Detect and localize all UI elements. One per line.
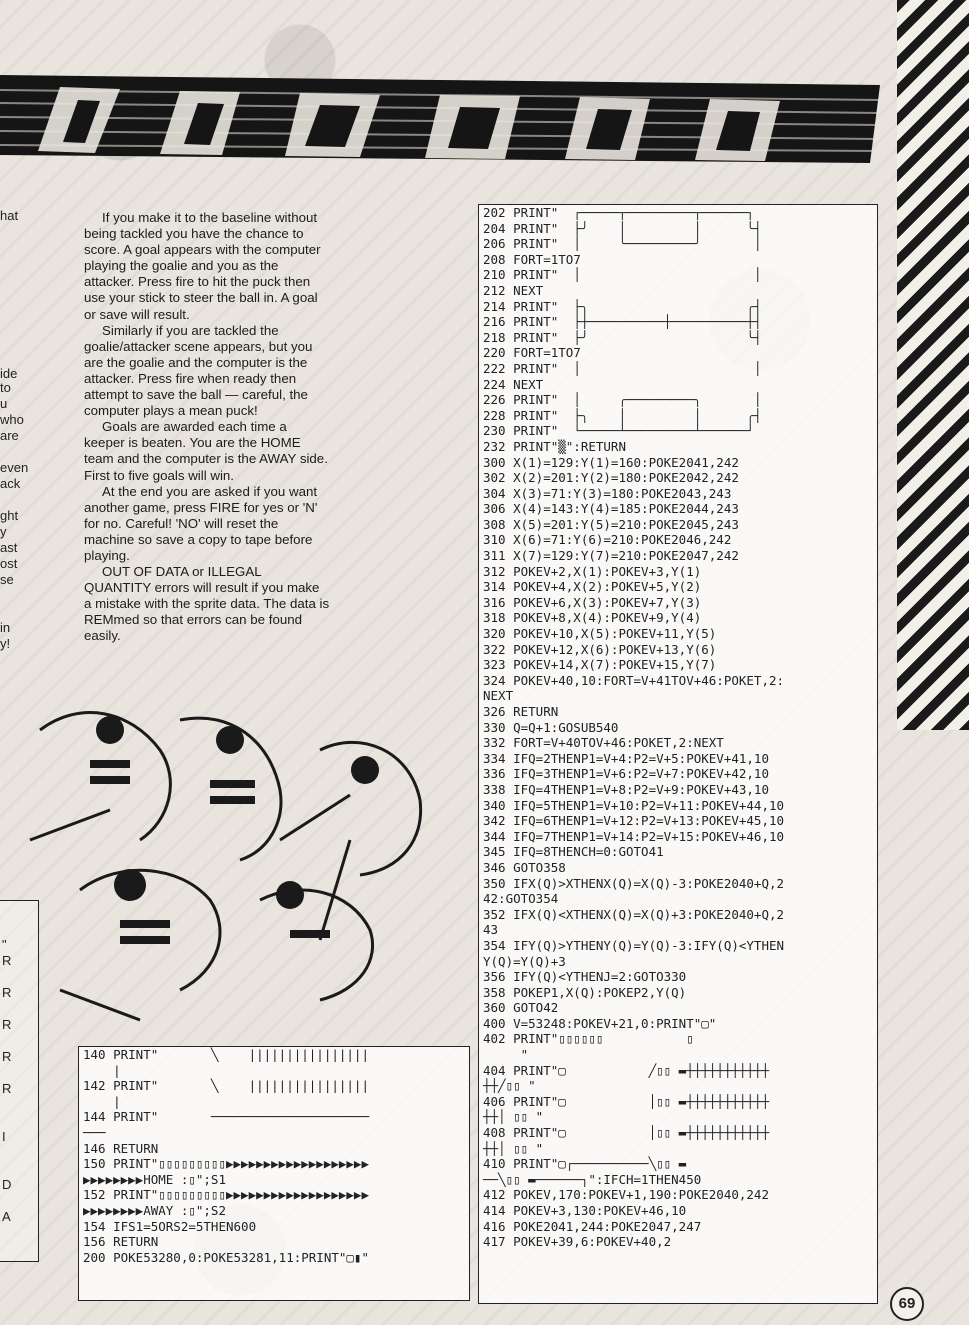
code-line: 408 PRINT"▢ │▯▯ ▬┼┼┼┼┼┼┼┼┼┼┼ xyxy=(483,1125,769,1141)
code-line: 322 POKEV+12,X(6):POKEV+13,Y(6) xyxy=(483,641,717,657)
hockey-players-illustration xyxy=(20,690,470,1030)
sliver-word: who xyxy=(0,412,24,427)
code-line: ▶▶▶▶▶▶▶▶AWAY :▯";S2 xyxy=(83,1202,226,1218)
code-line: 356 IFY(Q)<YTHENJ=2:GOTO330 xyxy=(483,969,687,985)
sliver-word: ack xyxy=(0,476,21,491)
code-line: 146 RETURN xyxy=(83,1140,159,1156)
code-line: 42:GOTO354 xyxy=(483,891,559,907)
code-line: ┼┼│ ▯▯ " xyxy=(483,1140,544,1156)
article-paragraph: If you make it to the baseline without being tackled you have the chance to score. A goal appears with the computer playing the goalie and you as the attacker. Press fire to hit the puck then use your stick to steer the ball in. A goal or save will result. xyxy=(84,210,321,322)
article-paragraph: Goals are awarded each time a keeper is beaten. You are the HOME team and the computer is the AWAY side. First to five goals will win. xyxy=(84,419,328,483)
code-line: 150 PRINT"▯▯▯▯▯▯▯▯▯▶▶▶▶▶▶▶▶▶▶▶▶▶▶▶▶▶▶▶ xyxy=(83,1156,369,1172)
article-paragraph: OUT OF DATA or ILLEGAL QUANTITY errors will result if you make a mistake with the sprite data. The data is REMmed so that errors can be found easily. xyxy=(84,564,330,644)
sliver-code: D xyxy=(2,1177,12,1192)
code-line: 212 NEXT xyxy=(483,282,544,298)
code-line: 302 X(2)=201:Y(2)=180:POKE2042,242 xyxy=(483,470,739,486)
diagonal-stripes-decoration xyxy=(897,0,969,730)
code-line: 226 PRINT" │ ╭─────────╮ │ xyxy=(483,392,762,408)
code-line: 308 X(5)=201:Y(5)=210:POKE2045,243 xyxy=(483,516,739,532)
code-line: NEXT xyxy=(483,688,514,704)
code-line: 332 FORT=V+40TOV+46:POKET,2:NEXT xyxy=(483,735,724,751)
code-line: ┼┼╱▯▯ " xyxy=(483,1078,536,1094)
code-line: 350 IFX(Q)>XTHENX(Q)=X(Q)-3:POKE2040+Q,2 xyxy=(483,875,785,891)
code-line: 200 POKE53280,0:POKE53281,11:PRINT"▢▮" xyxy=(83,1249,369,1265)
code-line: 314 POKEV+4,X(2):POKEV+5,Y(2) xyxy=(483,579,702,595)
code-line: 340 IFQ=5THENP1=V+10:P2=V+11:POKEV+44,10 xyxy=(483,797,785,813)
code-line: | xyxy=(83,1093,121,1109)
code-line: 312 POKEV+2,X(1):POKEV+3,Y(1) xyxy=(483,563,702,579)
code-line: 220 FORT=1TO7 xyxy=(483,345,581,361)
code-line: 156 RETURN xyxy=(83,1234,159,1250)
code-line: 232 PRINT"▒":RETURN xyxy=(483,438,626,454)
code-line: 346 GOTO358 xyxy=(483,859,566,875)
sliver-code: " xyxy=(2,937,7,952)
code-line: 342 IFQ=6THENP1=V+12:P2=V+13:POKEV+45,10 xyxy=(483,813,785,829)
sliver-word: ide xyxy=(0,366,18,381)
code-line: 204 PRINT" ├╯ │ │ ╰┤ xyxy=(483,220,762,236)
code-line: ─── xyxy=(83,1124,106,1140)
code-line: 334 IFQ=2THENP1=V+4:P2=V+5:POKEV+41,10 xyxy=(483,750,769,766)
code-line: ▶▶▶▶▶▶▶▶HOME :▯";S1 xyxy=(83,1171,226,1187)
sliver-word: in xyxy=(0,620,11,635)
code-line: 214 PRINT" ├╮ ╭┤ xyxy=(483,298,762,314)
code-line: 306 X(4)=143:Y(4)=185:POKE2044,243 xyxy=(483,501,739,517)
code-line: 324 POKEV+40,10:FORT=V+41TOV+46:POKET,2: xyxy=(483,672,785,688)
sliver-word: are xyxy=(0,428,19,443)
code-line: 144 PRINT" ───────────────────── xyxy=(83,1109,369,1125)
code-line: 416 POKE2041,244:POKE2047,247 xyxy=(483,1218,702,1234)
code-line: 222 PRINT" │ │ xyxy=(483,360,762,376)
sliver-word: to xyxy=(0,380,11,395)
code-line: 300 X(1)=129:Y(1)=160:POKE2041,242 xyxy=(483,454,739,470)
sliver-word: ght xyxy=(0,508,19,523)
code-line: 140 PRINT" ╲ |||||||||||||||| xyxy=(83,1047,369,1062)
article-paragraph: At the end you are asked if you want another game, press FIRE for yes or 'N' for no. Careful! 'NO' will reset the machine so save a copy to tape before playing. xyxy=(84,483,318,563)
code-line: ──╲▯▯ ▬──────┐":IFCH=1THEN450 xyxy=(483,1171,702,1187)
sliver-word: ast xyxy=(0,540,18,555)
code-line: 336 IFQ=3THENP1=V+6:P2=V+7:POKEV+42,10 xyxy=(483,766,769,782)
sliver-word: y! xyxy=(0,636,11,651)
code-line: 318 POKEV+8,X(4):POKEV+9,Y(4) xyxy=(483,610,702,626)
sliver-code: R xyxy=(2,1081,12,1096)
code-line: 316 POKEV+6,X(3):POKEV+7,Y(3) xyxy=(483,594,702,610)
code-line: 202 PRINT" ┌─────┬─────────┬──────┐ xyxy=(483,205,754,220)
code-line: 208 FORT=1TO7 xyxy=(483,251,581,267)
sliver-code: A xyxy=(2,1209,11,1224)
sliver-word: even xyxy=(0,460,29,475)
article-text xyxy=(84,210,330,645)
code-line: 360 GOTO42 xyxy=(483,1000,559,1016)
sliver-code: R xyxy=(2,1049,12,1064)
code-listing-right xyxy=(478,204,878,1304)
sliver-word: y xyxy=(0,524,7,539)
code-line: | xyxy=(83,1062,121,1078)
code-line: 330 Q=Q+1:GOSUB540 xyxy=(483,719,619,735)
code-line: 412 POKEV,170:POKEV+1,190:POKE2040,242 xyxy=(483,1187,769,1203)
code-line: 320 POKEV+10,X(5):POKEV+11,Y(5) xyxy=(483,626,717,642)
code-line: 414 POKEV+3,130:POKEV+46,10 xyxy=(483,1203,687,1218)
code-line: 402 PRINT"▯▯▯▯▯▯ ▯ xyxy=(483,1031,694,1047)
code-line: 310 X(6)=71:Y(6)=210:POKE2046,242 xyxy=(483,532,732,548)
code-line: 352 IFX(Q)<XTHENX(Q)=X(Q)+3:POKE2040+Q,2 xyxy=(483,906,785,922)
code-line: 404 PRINT"▢ ╱▯▯ ▬┼┼┼┼┼┼┼┼┼┼┼ xyxy=(483,1062,769,1078)
code-line: 230 PRINT" └─────┴─────────┴──────┘ xyxy=(483,423,754,439)
code-line: 410 PRINT"▢┌──────────╲▯▯ ▬ xyxy=(483,1156,687,1172)
code-line: 154 IFS1=5ORS2=5THEN600 xyxy=(83,1218,257,1234)
code-line: 326 RETURN xyxy=(483,704,559,719)
code-line: ┼┼│ ▯▯ " xyxy=(483,1109,544,1125)
code-line: 345 IFQ=8THENCH=0:GOTO41 xyxy=(483,844,664,860)
code-listing-bottom xyxy=(78,1046,470,1301)
code-line: 311 X(7)=129:Y(7)=210:POKE2047,242 xyxy=(483,548,739,564)
code-line: 216 PRINT" ├┼──────────┼──────────┼┤ xyxy=(483,314,762,330)
code-line: 323 POKEV+14,X(7):POKEV+15,Y(7) xyxy=(483,657,717,673)
code-line: 218 PRINT" ├╯ ╰┤ xyxy=(483,329,762,345)
code-line: 43 xyxy=(483,922,499,938)
code-line: Y(Q)=Y(Q)+3 xyxy=(483,953,566,969)
code-line: 358 POKEP1,X(Q):POKEP2,Y(Q) xyxy=(483,984,687,1000)
code-line: 400 V=53248:POKEV+21,0:PRINT"▢" xyxy=(483,1015,717,1031)
sliver-code: R xyxy=(2,985,12,1000)
code-line: 417 POKEV+39,6:POKEV+40,2 xyxy=(483,1234,672,1250)
hockey-title-logo xyxy=(0,55,900,185)
sliver-code: R xyxy=(2,953,12,968)
code-line: 206 PRINT" │ ╰─────────╯ │ xyxy=(483,236,762,252)
code-line: 142 PRINT" ╲ |||||||||||||||| xyxy=(83,1078,369,1094)
code-line: 406 PRINT"▢ │▯▯ ▬┼┼┼┼┼┼┼┼┼┼┼ xyxy=(483,1093,769,1109)
code-line: 344 IFQ=7THENP1=V+14:P2=V+15:POKEV+46,10 xyxy=(483,828,785,844)
code-line: 210 PRINT" │ │ xyxy=(483,267,762,283)
code-line: 224 NEXT xyxy=(483,376,544,392)
sliver-code: R xyxy=(2,1017,12,1032)
sliver-code: I xyxy=(2,1129,6,1144)
code-line: 304 X(3)=71:Y(3)=180:POKE2043,243 xyxy=(483,485,732,501)
code-line: 228 PRINT" ├╮ │ │ ╭┤ xyxy=(483,407,762,423)
sliver-word: u xyxy=(0,396,8,411)
code-line: " xyxy=(483,1047,529,1063)
code-line: 354 IFY(Q)>YTHENY(Q)=Y(Q)-3:IFY(Q)<YTHEN xyxy=(483,937,785,953)
article-paragraph: Similarly if you are tackled the goalie/attacker scene appears, but you are the goalie and the computer is the attacker. Press fire when ready then attempt to save the ball — careful, the computer plays a mean puck! xyxy=(84,322,313,419)
page-number: 69 xyxy=(890,1287,924,1321)
sliver-word: se xyxy=(0,572,14,587)
sliver-word: hat xyxy=(0,208,19,223)
sliver-word: ost xyxy=(0,556,18,571)
code-line: 338 IFQ=4THENP1=V+8:P2=V+9:POKEV+43,10 xyxy=(483,781,769,797)
code-line: 152 PRINT"▯▯▯▯▯▯▯▯▯▶▶▶▶▶▶▶▶▶▶▶▶▶▶▶▶▶▶▶ xyxy=(83,1187,369,1203)
